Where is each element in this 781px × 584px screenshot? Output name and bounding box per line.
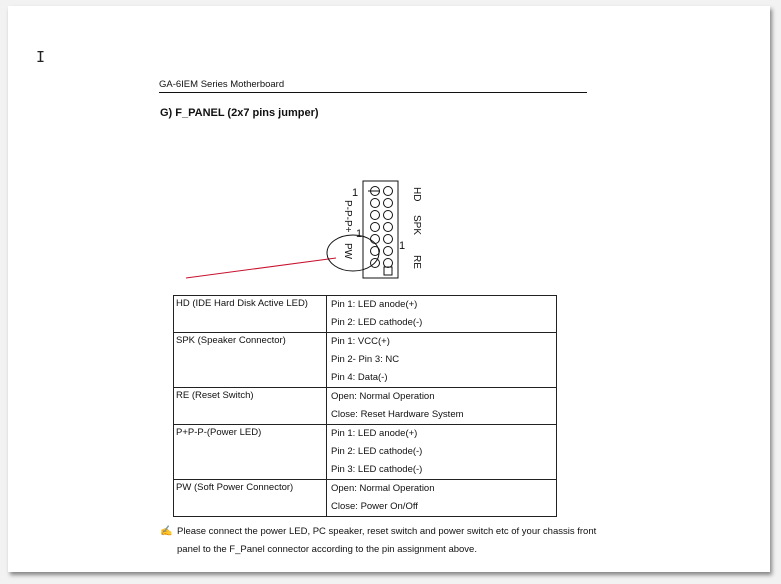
connector-cell [174,296,327,333]
section-title: G) F_PANEL (2x7 pins jumper) [160,107,319,119]
pin-line: Pin 2: LED cathode(-) [331,446,423,457]
pin-line: Pin 3: LED cathode(-) [331,464,423,475]
note-line-2: panel to the F_Panel connector according to the pin assignment above. [177,544,477,555]
pin [384,223,393,232]
table-row [174,296,557,333]
pin-line: Open: Normal Operation [331,483,435,494]
pin [384,235,393,244]
text-cursor-icon: I [36,48,46,66]
pin-description-cell [327,333,557,388]
pin-line: Pin 4: Data(-) [331,372,388,383]
pin-line: Close: Reset Hardware System [331,409,464,420]
pin [384,199,393,208]
connector-cell [174,333,327,388]
table-row [174,388,557,425]
pin-line: Pin 2: LED cathode(-) [331,317,423,328]
pin-column-right [384,187,393,268]
connector-name: P+P-P-(Power LED) [176,427,262,438]
f-panel-pin-diagram [168,171,438,281]
pin [371,223,380,232]
note-line-1: Please connect the power LED, PC speaker, reset switch and power switch etc of your chassis front [177,526,597,537]
pin-description-cell [327,480,557,517]
pin-line: Pin 1: VCC(+) [331,336,390,347]
pin [384,259,393,268]
document-page [8,6,770,572]
connector-cell [174,480,327,517]
pin-description-cell [327,388,557,425]
ppp-label: P-P-P+ [342,200,353,233]
spk-label: SPK [411,215,422,236]
pin1-right-label: 1 [399,240,406,252]
note-text [177,523,607,559]
pin1-top-label: 1 [352,187,359,199]
pin-description-cell [327,296,557,333]
pin-line: Pin 2- Pin 3: NC [331,354,400,365]
pin-line: Pin 1: LED anode(+) [331,299,418,310]
table-row [174,480,557,517]
pin1-mid-label: 1 [356,228,363,240]
pin-line: Open: Normal Operation [331,391,435,402]
header-divider [159,92,587,93]
connector-cell [174,388,327,425]
pin-line: Pin 1: LED anode(+) [331,428,418,439]
page-header: GA-6IEM Series Motherboard [159,79,285,90]
pin [371,235,380,244]
connector-name: SPK (Speaker Connector) [176,335,286,346]
connector-name: PW (Soft Power Connector) [176,482,294,493]
pencil-note-icon: ✍ [160,526,173,537]
table-row [174,333,557,388]
pin [384,187,393,196]
connector-name: HD (IDE Hard Disk Active LED) [176,298,308,309]
pin [384,247,393,256]
connector-name: RE (Reset Switch) [176,390,254,401]
re-label: RE [411,255,422,269]
pin-assignment-table [173,295,557,517]
table-row [174,425,557,480]
connector-cell [174,425,327,480]
annotation-pointer-line [186,258,336,278]
pin-line: Close: Power On/Off [331,501,418,512]
pin [371,211,380,220]
pin-description-cell [327,425,557,480]
pin [371,199,380,208]
pin-column-left [371,187,380,268]
pw-label: PW [342,243,353,260]
pin [384,211,393,220]
pin-marker [384,267,392,275]
hd-label: HD [411,187,422,202]
